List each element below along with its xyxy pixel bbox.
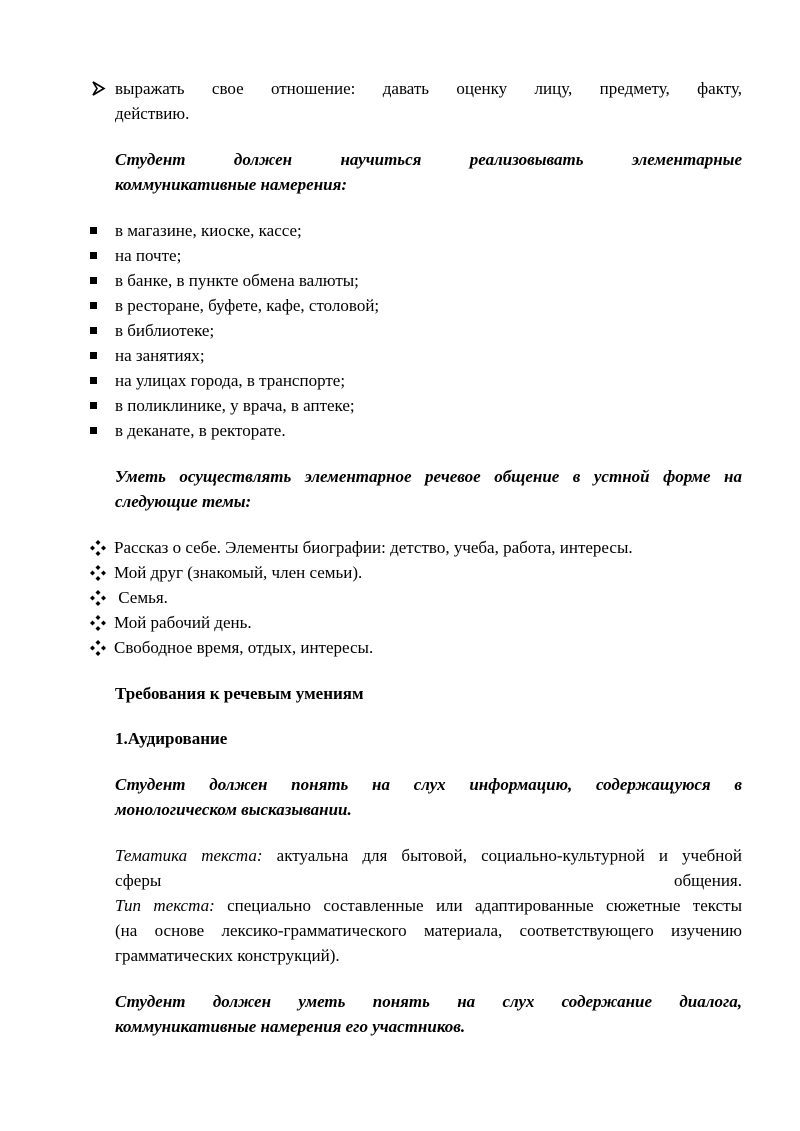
- place-item: в банке, в пункте обмена валюты;: [115, 271, 359, 290]
- theme-paragraph: [115, 843, 742, 893]
- square-bullet-icon: [90, 327, 97, 334]
- list-item: [67, 418, 742, 443]
- list-item: [67, 218, 742, 243]
- four-diamond-bullet-icon: [90, 588, 106, 604]
- square-bullet-icon: [90, 402, 97, 409]
- four-diamond-bullet-icon: [90, 638, 106, 654]
- list-item: [67, 293, 742, 318]
- topic-item: Рассказ о себе. Элементы биографии: детство, учеба, работа, интересы.: [114, 538, 633, 557]
- heading3-line2: монологическом высказывании.: [115, 800, 352, 819]
- intro-item-line2: действию.: [115, 104, 190, 123]
- type-line2: (на основе лексико-грамматического материала, соответствующего изучению: [115, 921, 742, 940]
- type-text: специально составленные или адаптированные сюжетные тексты: [214, 896, 742, 915]
- heading4-line1: Студент должен уметь понять на слух содержание диалога,: [115, 992, 742, 1011]
- type-paragraph: [115, 893, 742, 968]
- theme-line1: [115, 843, 742, 868]
- heading-listening-monologue: [115, 772, 742, 822]
- place-item: на занятиях;: [115, 346, 205, 365]
- place-item: в ресторане, буфете, кафе, столовой;: [115, 296, 380, 315]
- heading4-line2: коммуникативные намерения его участников.: [115, 1017, 466, 1036]
- topic-item: Свободное время, отдых, интересы.: [114, 638, 374, 657]
- square-bullet-icon: [90, 302, 97, 309]
- list-item: [67, 635, 742, 660]
- list-item: [67, 610, 742, 635]
- theme-label: Тематика текста:: [115, 846, 263, 865]
- heading2-line1: Уметь осуществлять элементарное речевое общение в устной форме на: [115, 467, 742, 486]
- list-item: [67, 343, 742, 368]
- square-bullet-icon: [90, 227, 97, 234]
- topic-item: Мой рабочий день.: [114, 613, 252, 632]
- list-item: [67, 76, 742, 126]
- topic-item: Семья.: [114, 588, 168, 607]
- type-line1: [115, 893, 742, 918]
- document-page: [115, 76, 742, 1039]
- list-item: [67, 535, 742, 560]
- theme-line2: сферы общения.: [115, 871, 742, 890]
- places-list: [115, 218, 742, 443]
- heading2-line2: следующие темы:: [115, 492, 252, 511]
- four-diamond-bullet-icon: [90, 613, 106, 629]
- list-item: [67, 268, 742, 293]
- place-item: на улицах города, в транспорте;: [115, 371, 346, 390]
- four-diamond-bullet-icon: [90, 538, 106, 554]
- heading-communicative-intentions: [115, 147, 742, 197]
- section-title: Требования к речевым умениям: [115, 684, 364, 703]
- heading1-line2: коммуникативные намерения:: [115, 175, 348, 194]
- heading3-line1: Студент должен понять на слух информацию, содержащуюся в: [115, 775, 742, 794]
- arrow-bullet-icon: [90, 76, 108, 101]
- type-line3: грамматических конструкций).: [115, 946, 340, 965]
- place-item: в деканате, в ректорате.: [115, 421, 286, 440]
- list-item: [67, 318, 742, 343]
- subsection-title: 1.Аудирование: [115, 729, 228, 748]
- heading-oral-communication: [115, 464, 742, 514]
- square-bullet-icon: [90, 427, 97, 434]
- place-item: на почте;: [115, 246, 182, 265]
- square-bullet-icon: [90, 352, 97, 359]
- square-bullet-icon: [90, 377, 97, 384]
- list-item: [67, 243, 742, 268]
- list-item: [67, 368, 742, 393]
- intro-list: [115, 76, 742, 126]
- list-item: [67, 585, 742, 610]
- type-label: Тип текста:: [115, 896, 215, 915]
- topics-list: [115, 535, 742, 660]
- place-item: в поликлинике, у врача, в аптеке;: [115, 396, 355, 415]
- intro-item-line1: выражать свое отношение: давать оценку лицу, предмету, факту,: [115, 79, 742, 98]
- square-bullet-icon: [90, 277, 97, 284]
- four-diamond-bullet-icon: [90, 563, 106, 579]
- theme-text: актуальна для бытовой, социально-культурной и учебной: [262, 846, 743, 865]
- list-item: [67, 393, 742, 418]
- heading-listening-dialogue: [115, 989, 742, 1039]
- list-item: [67, 560, 742, 585]
- topic-item: Мой друг (знакомый, член семьи).: [114, 563, 363, 582]
- place-item: в библиотеке;: [115, 321, 215, 340]
- square-bullet-icon: [90, 252, 97, 259]
- place-item: в магазине, киоске, кассе;: [115, 221, 302, 240]
- heading1-line1: Студент должен научиться реализовывать элементарные: [115, 150, 742, 169]
